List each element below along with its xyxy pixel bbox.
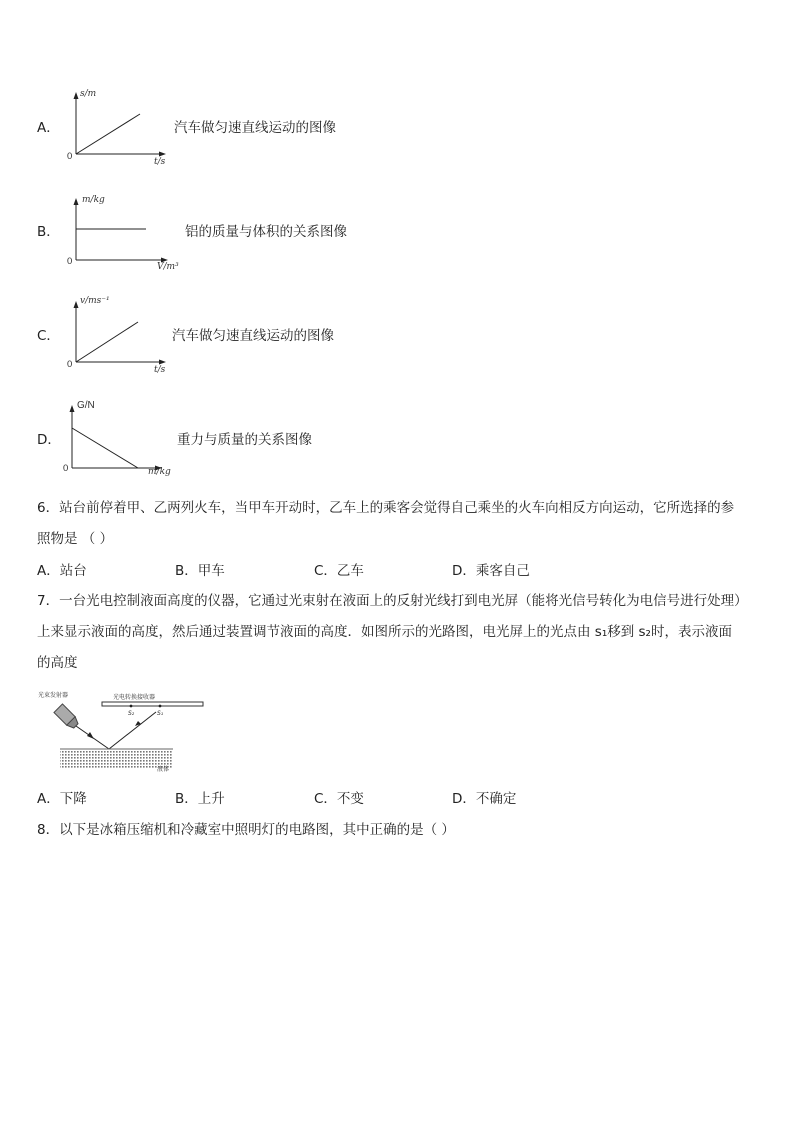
option-c-letter: C． — [37, 328, 60, 344]
q6-choice-c[interactable]: C．乙车 — [314, 563, 364, 579]
option-d-origin: 0 — [63, 463, 69, 474]
option-b-caption: 铝的质量与体积的关系图像 — [185, 224, 347, 240]
option-a-ylabel: s/m — [80, 89, 97, 99]
liquid-label: 液体 — [157, 766, 170, 773]
option-b-ylabel: m/kg — [82, 195, 105, 205]
option-a-letter: A． — [37, 120, 60, 136]
q7-choice-a[interactable]: A．下降 — [37, 791, 87, 807]
receiver-label: 光电转换接收器 — [113, 694, 156, 701]
emitter-label: 光束发射器 — [38, 692, 69, 699]
q7-choice-b[interactable]: B．上升 — [175, 791, 225, 807]
q7-stem-line2: 上来显示液面的高度，然后通过装置调节液面的高度．如图所示的光路图，电光屏上的光点由 s₁移到 s₂时，表示液面 — [37, 624, 732, 640]
option-a-origin: 0 — [67, 151, 73, 162]
q7-stem-line3: 的高度 — [37, 655, 78, 671]
q7-stem-line1: 7．一台光电控制液面高度的仪器，它通过光束射在液面上的反射光线打到电光屏（能将光信号转化为电信号进行处理） — [37, 593, 748, 609]
option-d-caption: 重力与质量的关系图像 — [177, 432, 312, 448]
option-d-line — [72, 428, 138, 468]
point-s1-label: S₁ — [157, 710, 164, 717]
point-s2-dot — [130, 705, 133, 708]
option-c-xlabel: t/s — [154, 365, 166, 375]
option-d-xlabel: m/kg — [148, 467, 171, 477]
q6-stem-line2: 照物是 （ ） — [37, 531, 114, 547]
option-b-origin: 0 — [67, 256, 73, 267]
point-s2-label: S₂ — [128, 710, 135, 717]
q8-stem: 8．以下是冰箱压缩机和冷藏室中照明灯的电路图，其中正确的是（ ） — [37, 822, 455, 838]
option-d-ylabel: G/N — [77, 400, 95, 411]
q6-choice-b[interactable]: B．甲车 — [175, 563, 225, 579]
option-a-xlabel: t/s — [154, 157, 166, 167]
q7-choice-d[interactable]: D．不确定 — [452, 791, 517, 807]
q6-choice-d[interactable]: D．乘客自己 — [452, 563, 530, 579]
option-b-letter: B． — [37, 224, 60, 240]
option-c-caption: 汽车做匀速直线运动的图像 — [172, 328, 334, 344]
option-b-xlabel: V/m³ — [157, 262, 179, 272]
option-c-graph — [60, 296, 180, 376]
option-a-caption: 汽车做匀速直线运动的图像 — [174, 120, 336, 136]
receiver-bar — [102, 702, 203, 706]
option-c-ylabel: v/ms⁻¹ — [80, 296, 110, 306]
option-c-origin: 0 — [67, 359, 73, 370]
q7-choice-c[interactable]: C．不变 — [314, 791, 364, 807]
option-d-letter: D． — [37, 432, 61, 448]
q6-stem-line1: 6．站台前停着甲、乙两列火车，当甲车开动时，乙车上的乘客会觉得自己乘坐的火车向相反方向运动，它所选择的参 — [37, 500, 735, 516]
reflected-ray — [109, 712, 156, 749]
option-c-line — [76, 322, 138, 362]
q7-figure-drawing — [38, 688, 178, 773]
q6-choice-a[interactable]: A．站台 — [37, 563, 87, 579]
point-s1-dot — [159, 705, 162, 708]
option-a-line — [76, 114, 140, 154]
